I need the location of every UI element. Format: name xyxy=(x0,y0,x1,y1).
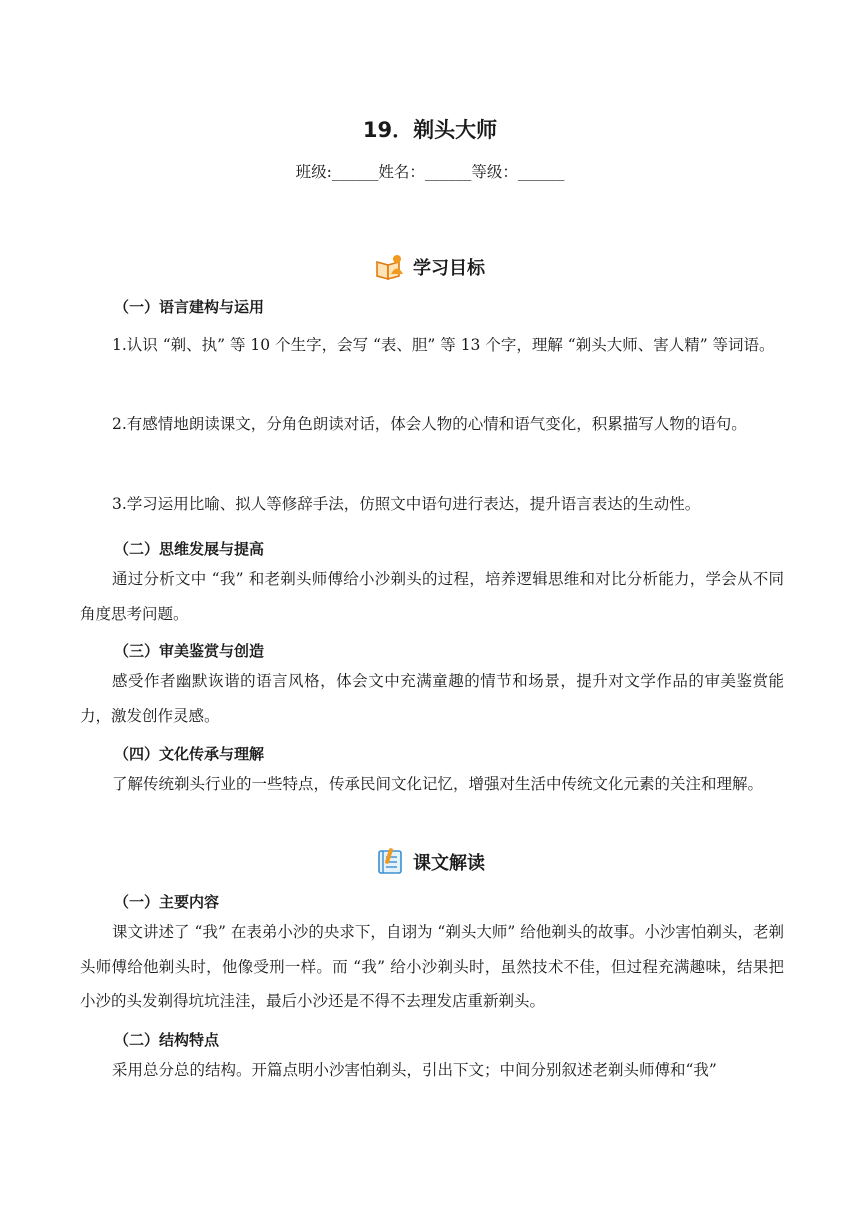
paragraph: 2.有感情地朗读课文，分角色朗读对话，体会人物的心情和语气变化，积累描写人物的语句。 xyxy=(112,415,747,433)
paragraph: 课文讲述了 “我” 在表弟小沙的央求下，自诩为 “剃头大师” 给他剃头的故事。小沙害怕剃头，老剃头师傅给他剃头时，他像受刑一样。而 “我” 给小沙剃头时，虽然技术不佳，但过程充满趣味，结果把小沙的头发剃得坑坑洼洼，最后小沙还是不得不去理发店重新剃头。 xyxy=(80,923,784,1010)
paragraph: 感受作者幽默诙谐的语言风格，体会文中充满童趣的情节和场景，提升对文学作品的审美鉴赏能力，激发创作灵感。 xyxy=(80,672,784,725)
section-heading-text-reading xyxy=(0,847,860,877)
subsection-title: （一）主要内容 xyxy=(114,893,220,911)
paragraph: 采用总分总的结构。开篇点明小沙害怕剃头，引出下文；中间分别叙述老剃头师傅和“我” xyxy=(112,1061,717,1079)
paragraph: 了解传统剃头行业的一些特点，传承民间文化记忆，增强对生活中传统文化元素的关注和理解。 xyxy=(112,775,764,793)
subsection-title: （三）审美鉴赏与创造 xyxy=(114,642,265,660)
paragraph: 1.认识 “剃、执” 等 10 个生字，会写 “表、胆” 等 13 个字，理解 “剃头大师、害人精” 等词语。 xyxy=(112,336,775,354)
subsection-title: （二）结构特点 xyxy=(114,1031,220,1049)
book-reader-icon xyxy=(375,252,405,282)
paragraph: 通过分析文中 “我” 和老剃头师傅给小沙剃头的过程，培养逻辑思维和对比分析能力，学会从不同角度思考问题。 xyxy=(80,570,784,623)
paragraph: 3.学习运用比喻、拟人等修辞手法，仿照文中语句进行表达，提升语言表达的生动性。 xyxy=(112,495,701,513)
section-heading-text: 课文解读 xyxy=(413,853,485,874)
section-heading-learning-goals xyxy=(0,252,860,282)
subsection-title: （四）文化传承与理解 xyxy=(114,745,265,763)
subsection-title: （一）语言建构与运用 xyxy=(114,298,265,316)
notebook-pen-icon xyxy=(375,847,405,877)
page-title: 19．剃头大师 xyxy=(362,118,498,142)
subsection-title: （二）思维发展与提高 xyxy=(114,540,265,558)
section-heading-text: 学习目标 xyxy=(413,258,485,279)
student-info-line: 班级:______姓名：______等级：______ xyxy=(295,163,565,181)
